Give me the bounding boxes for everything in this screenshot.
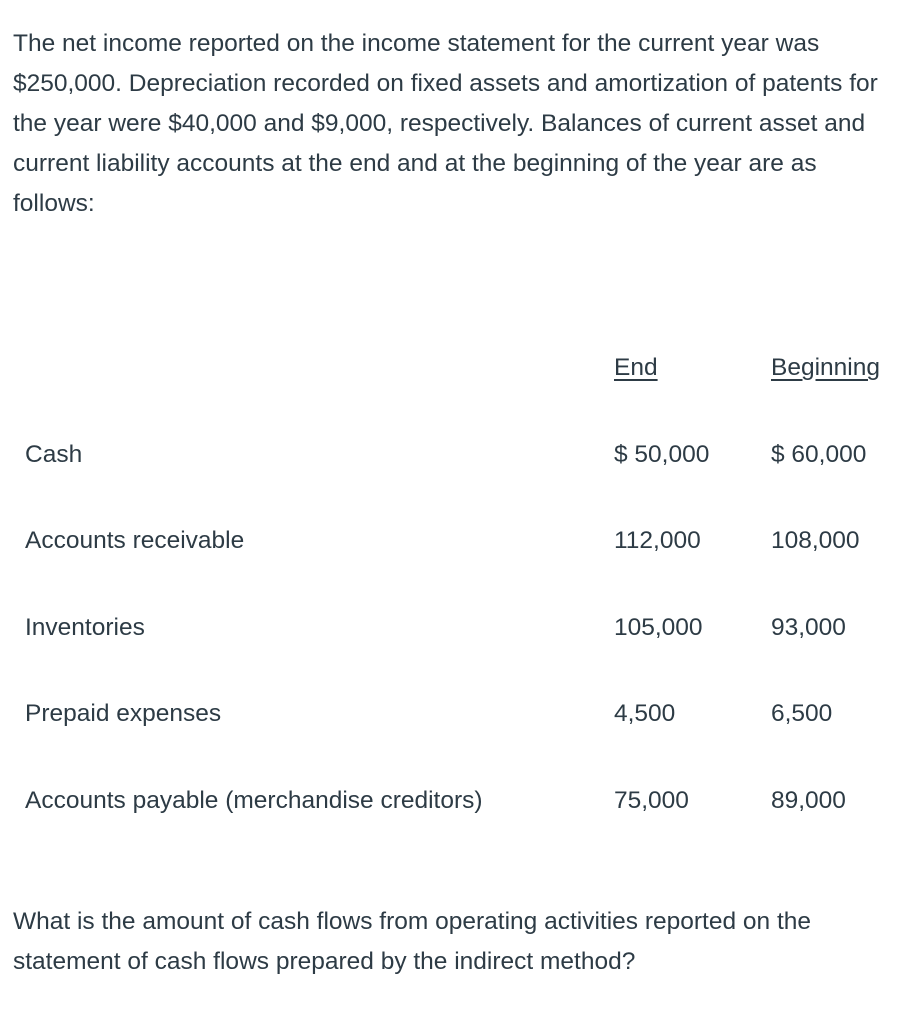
row-beginning-value: 6,500 — [771, 700, 833, 728]
row-label: Accounts receivable — [25, 527, 245, 555]
row-beginning-value: $ 60,000 — [771, 440, 867, 468]
row-end-value: 105,000 — [614, 613, 703, 641]
row-label: Prepaid expenses — [25, 700, 222, 728]
balances-table — [0, 325, 899, 844]
header-end: End — [614, 354, 658, 382]
table-row — [0, 585, 899, 672]
row-beginning-value: 89,000 — [771, 786, 846, 814]
table-row — [0, 412, 899, 499]
header-beginning: Beginning — [771, 354, 880, 382]
table-row — [0, 498, 899, 585]
header-end-cell — [589, 325, 769, 412]
row-end-value: 75,000 — [614, 786, 689, 814]
row-beginning-value: 93,000 — [771, 613, 846, 641]
row-end-value: $ 50,000 — [614, 440, 710, 468]
row-end-value: 4,500 — [614, 700, 676, 728]
row-label: Cash — [25, 440, 83, 468]
problem-statement: The net income reported on the income statement for the current year was $250,000. Depreciation recorded on fixed assets and amortization of patents for the year were $40,000 and $9,000, respectively. Balances of current asset and current liability accounts at the end and at the beginning of the year are as follows: — [13, 30, 878, 217]
header-beginning-cell — [769, 325, 899, 412]
table-header-row — [0, 325, 899, 412]
row-label: Inventories — [25, 613, 145, 641]
row-label: Accounts payable (merchandise creditors) — [25, 786, 483, 814]
table-row — [0, 671, 899, 758]
question-text: What is the amount of cash flows from operating activities reported on the statement of cash flows prepared by the indirect method? — [13, 908, 812, 975]
table-row — [0, 758, 899, 845]
row-beginning-value: 108,000 — [771, 527, 860, 555]
header-label-cell — [0, 325, 589, 412]
row-end-value: 112,000 — [614, 527, 701, 555]
